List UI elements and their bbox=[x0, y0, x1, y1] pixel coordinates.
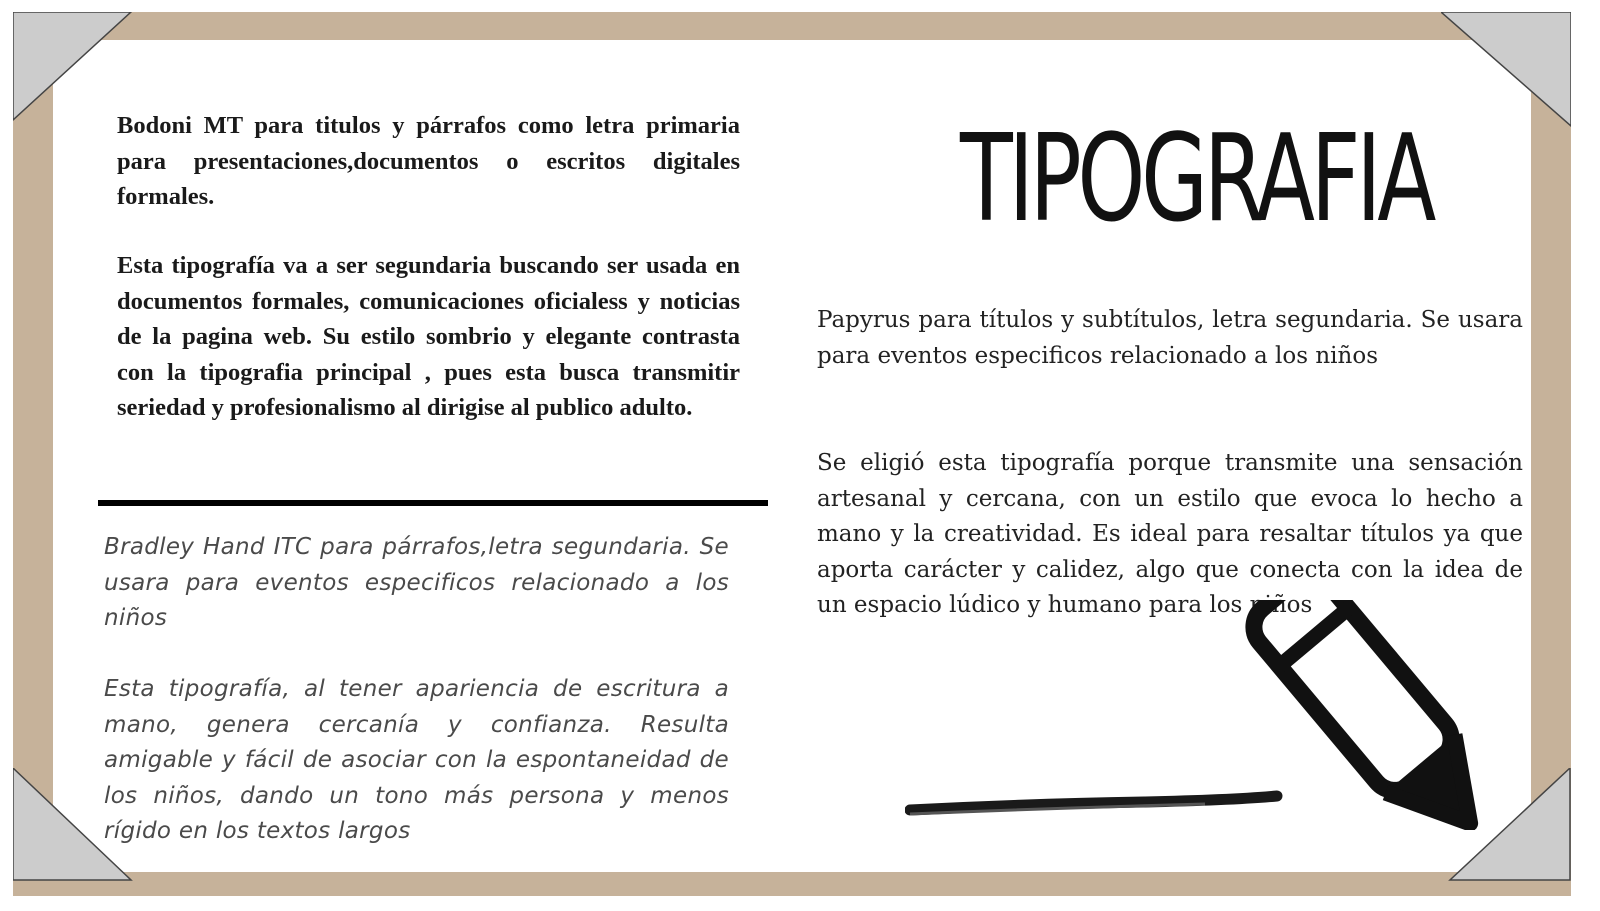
papyrus-description: Se eligió esta tipografía porque transmite una sensación artesanal y cercana, con un estilo que evoca lo hecho a mano y la creatividad. Es ideal para resaltar títulos ya que aporta carácter y calidez, algo que conecta con la idea de un espacio lúdico y humano para los niños bbox=[817, 450, 1523, 618]
section-divider bbox=[98, 500, 768, 506]
photo-corner-icon bbox=[13, 12, 133, 122]
bradley-intro: Bradley Hand ITC para párrafos,letra segundaria. Se usara para eventos especificos relacionado a los niños bbox=[104, 534, 729, 631]
bodoni-intro: Bodoni MT para titulos y párrafos como letra primaria para presentaciones,documentos o escritos digitales formales. bbox=[117, 112, 740, 210]
pencil-icon bbox=[905, 600, 1535, 835]
bodoni-description: Esta tipografía va a ser segundaria buscando ser usada en documentos formales, comunicaciones oficialess y noticias de la pagina web. Su estilo sombrio y elegante contrasta con la tipografia principal , pues esta busca transmitir seriedad y profesionalismo al dirigise al publico adulto. bbox=[117, 252, 740, 421]
page-title: TIPOGRAFIA bbox=[960, 110, 1433, 249]
papyrus-intro: Papyrus para títulos y subtítulos, letra segundaria. Se usara para eventos especificos relacionado a los niños bbox=[817, 307, 1523, 369]
photo-corner-icon bbox=[1441, 12, 1571, 128]
bradley-description: Esta tipografía, al tener apariencia de escritura a mano, genera cercanía y confianza. Resulta amigable y fácil de asociar con la espontaneidad de los niños, dando un tono más persona y menos rígido en los textos largos bbox=[104, 676, 729, 844]
